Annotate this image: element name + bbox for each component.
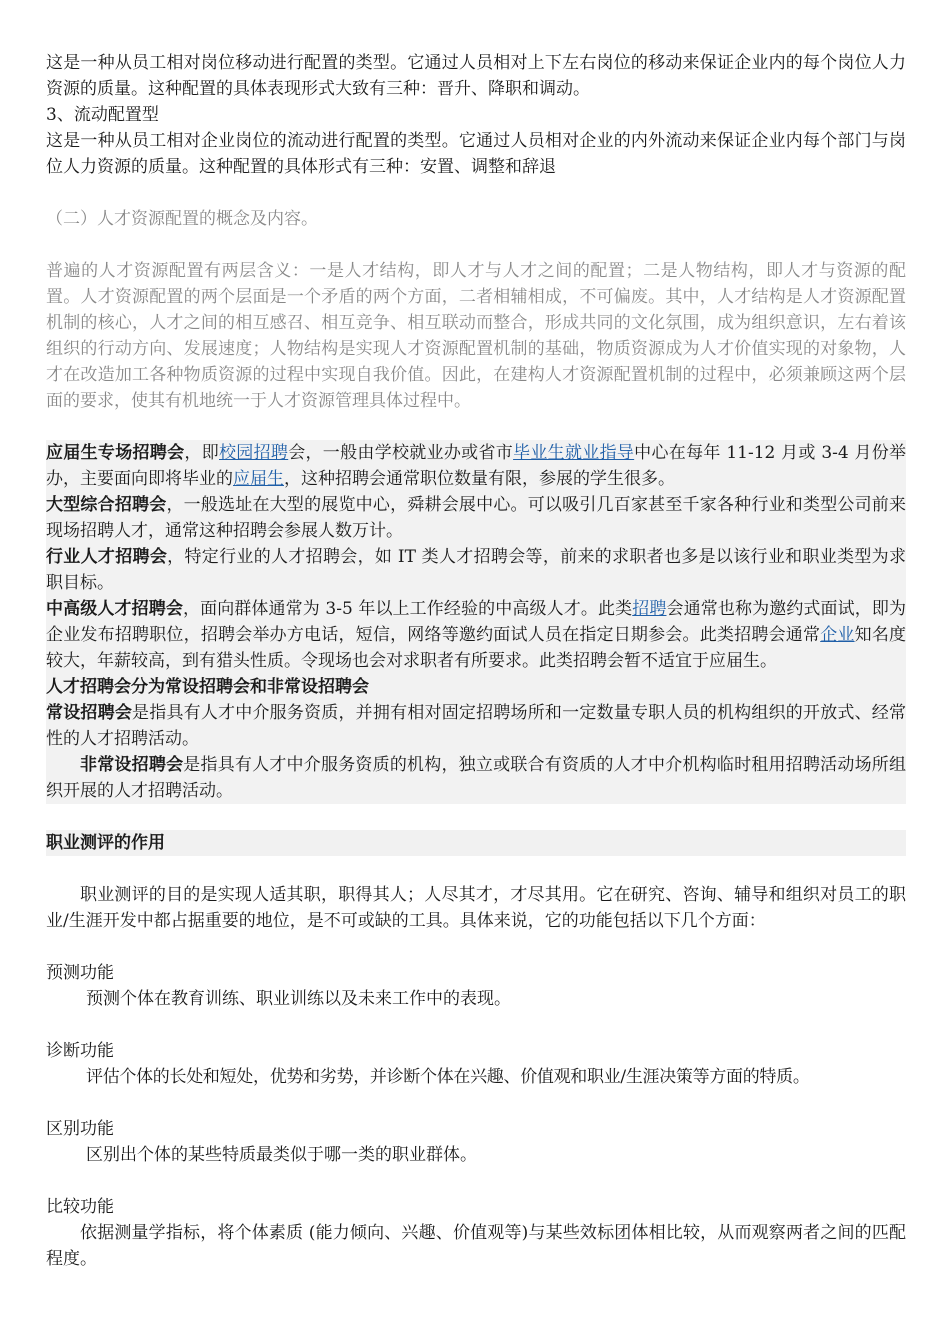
assessment-heading: 职业测评的作用 — [46, 830, 906, 856]
fair-types-heading: 人才招聘会分为常设招聘会和非常设招聘会 — [46, 677, 369, 697]
function-desc-diagnose: 评估个体的长处和短处，优势和劣势，并诊断个体在兴趣、价值观和职业/生涯决策等方面的特质。 — [86, 1067, 810, 1087]
function-title-distinguish: 区别功能 — [46, 1119, 114, 1139]
paragraph-graduate-fair: 应届生专场招聘会，即校园招聘会，一般由学校就业办或省市毕业生就业指导中心在每年 11-12 月或 3-4 月份举办，主要面向即将毕业的应届生，这种招聘会通常职位数量有限，参展的学生很多。 — [46, 443, 907, 489]
document-page — [46, 50, 906, 1272]
link-enterprise[interactable]: 企业 — [820, 625, 855, 645]
function-desc-distinguish: 区别出个体的某些特质最类似于哪一类的职业群体。 — [86, 1145, 477, 1165]
subheading-flow-config: 3、流动配置型 — [46, 105, 159, 125]
section-heading-talent-config: （二）人才资源配置的概念及内容。 — [46, 209, 318, 229]
industry-fair-title: 行业人才招聘会 — [46, 547, 168, 567]
link-graduate-guidance[interactable]: 毕业生就业指导 — [513, 443, 635, 463]
function-desc-compare: 依据测量学指标，将个体素质 (能力倾向、兴趣、价值观等)与某些效标团体相比较，从而观察两者之间的匹配程度。 — [46, 1223, 906, 1269]
paragraph-regular-fair: 常设招聘会是指具有人才中介服务资质，并拥有相对固定招聘场所和一定数量专职人员的机构组织的开放式、经常性的人才招聘活动。 — [46, 703, 907, 749]
assessment-intro: 职业测评的目的是实现人适其职，职得其人；人尽其才，才尽其用。它在研究、咨询、辅导和组织对员工的职业/生涯开发中都占据重要的地位，是不可或缺的工具。具体来说，它的功能包括以下几个方面： — [46, 885, 906, 931]
regular-fair-title: 常设招聘会 — [46, 703, 133, 723]
function-title-compare: 比较功能 — [46, 1197, 114, 1217]
irregular-fair-title: 非常设招聘会 — [80, 755, 184, 775]
graduate-fair-title: 应届生专场招聘会 — [46, 443, 185, 463]
fairs-block — [46, 440, 906, 804]
link-campus-recruit[interactable]: 校园招聘 — [219, 443, 289, 463]
function-title-diagnose: 诊断功能 — [46, 1041, 114, 1061]
paragraph-flow: 这是一种从员工相对企业岗位的流动进行配置的类型。它通过人员相对企业的内外流动来保证企业内每个部门与岗位人力资源的质量。这种配置的具体形式有三种：安置、调整和辞退 — [46, 131, 906, 177]
senior-fair-title: 中高级人才招聘会 — [46, 599, 183, 619]
paragraph-industry-fair: 行业人才招聘会，特定行业的人才招聘会，如 IT 类人才招聘会等，前来的求职者也多是以该行业和职业类型为求职目标。 — [46, 547, 906, 593]
paragraph-senior-fair: 中高级人才招聘会，面向群体通常为 3-5 年以上工作经验的中高级人才。此类招聘会通常也称为邀约式面试，即为企业发布招聘职位，招聘会举办方电话，短信，网络等邀约面试人员在指定日期参会。此类招聘会通常企业知名度较大，年薪较高，到有猎头性质。令现场也会对求职者有所要求。此类招聘会暂不适宜于应届生。 — [46, 599, 907, 671]
function-desc-predict: 预测个体在教育训练、职业训练以及未来工作中的表现。 — [86, 989, 511, 1009]
link-fresh-graduate[interactable]: 应届生 — [233, 469, 284, 489]
paragraph-talent-config: 普遍的人才资源配置有两层含义：一是人才结构，即人才与人才之间的配置；二是人物结构，即人才与资源的配置。人才资源配置的两个层面是一个矛盾的两个方面，二者相辅相成，不可偏废。其中，人才结构是人才资源配置机制的核心，人才之间的相互感召、相互竞争、相互联动而整合，形成共同的文化氛围，成为组织意识，左右着该组织的行动方向、发展速度；人物结构是实现人才资源配置机制的基础，物质资源成为人才价值实现的对象物，人才在改造加工各种物质资源的过程中实现自我价值。因此，在建构人才资源配置机制的过程中，必须兼顾这两个层面的要求，使其有机地统一于人才资源管理具体过程中。 — [46, 261, 906, 411]
paragraph-irregular-fair: 非常设招聘会是指具有人才中介服务资质的机构，独立或联合有资质的人才中介机构临时租用招聘活动场所组织开展的人才招聘活动。 — [46, 755, 907, 801]
link-recruit[interactable]: 招聘 — [632, 599, 667, 619]
large-fair-title: 大型综合招聘会 — [46, 495, 167, 515]
paragraph-large-fair: 大型综合招聘会，一般选址在大型的展览中心，舜耕会展中心。可以吸引几百家甚至千家各种行业和类型公司前来现场招聘人才，通常这种招聘会参展人数万计。 — [46, 495, 907, 541]
function-title-predict: 预测功能 — [46, 963, 114, 983]
paragraph-mobility: 这是一种从员工相对岗位移动进行配置的类型。它通过人员相对上下左右岗位的移动来保证企业内的每个岗位人力资源的质量。这种配置的具体表现形式大致有三种：晋升、降职和调动。 — [46, 53, 906, 99]
